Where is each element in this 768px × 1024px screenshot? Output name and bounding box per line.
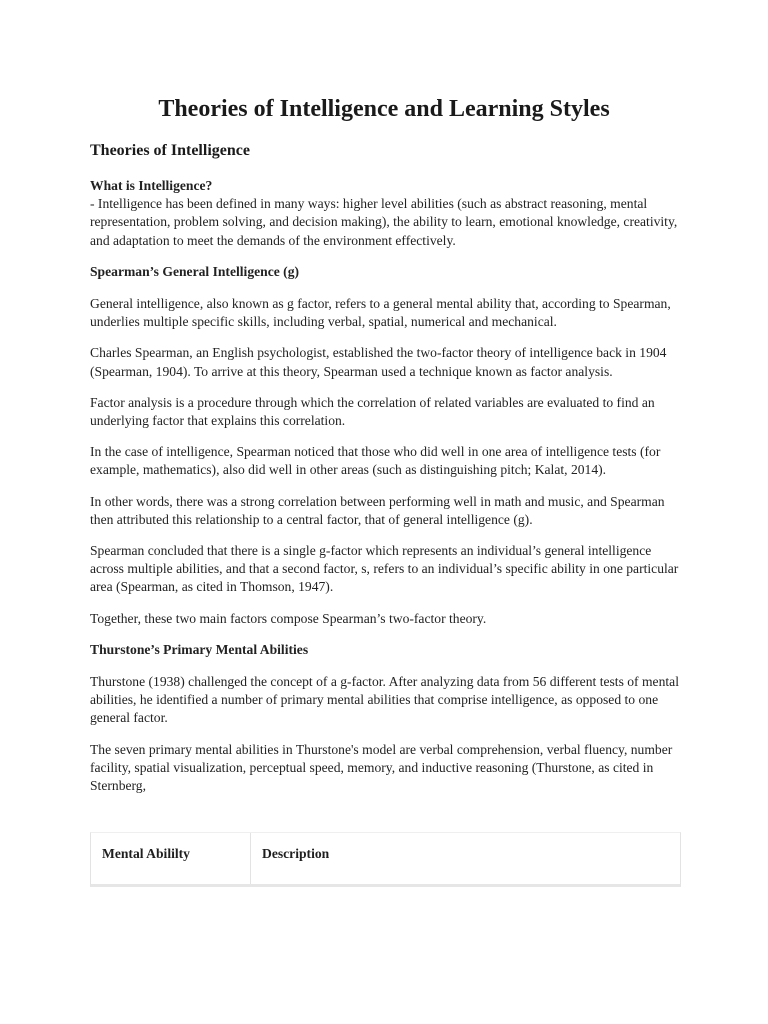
table-header-row	[91, 833, 680, 884]
spearman-paragraph-1: General intelligence, also known as g factor, refers to a general mental ability that, according to Spearman, underlies multiple specific skills, including verbal, spatial, numerical and mechanical.	[90, 296, 671, 330]
spearman-heading: Spearman’s General Intelligence (g)	[90, 263, 300, 279]
table	[91, 833, 680, 884]
column-header-description: Description	[262, 846, 330, 861]
column-header-mental-ability: Mental Abililty	[91, 833, 251, 884]
spearman-paragraph-6: Spearman concluded that there is a single g-factor which represents an individual’s general intelligence across multiple abilities, and that a second factor, s, refers to an individual’s specific ability in one particular area (Spearman, as cited in Thomson, 1947).	[90, 543, 679, 595]
thurstone-paragraph-2: The seven primary mental abilities in Thurstone's model are verbal comprehension, verbal fluency, number facility, spatial visualization, perceptual speed, memory, and inductive reasoning (Thurstone, as cited in Sternberg,	[90, 741, 673, 794]
document-body	[90, 177, 680, 808]
thurstone-heading: Thurstone’s Primary Mental Abilities	[90, 641, 309, 657]
document-title: Theories of Intelligence and Learning Styles	[158, 96, 610, 122]
what-heading: What is Intelligence?	[90, 178, 213, 193]
spearman-paragraph-2: Charles Spearman, an English psychologist, established the two-factor theory of intelligence back in 1904 (Spearman, 1904). To arrive at this theory, Spearman used a technique known as factor analysis.	[90, 345, 667, 379]
thurstone-paragraph-1: Thurstone (1938) challenged the concept of a g-factor. After analyzing data from 56 different tests of mental abilities, he identified a number of primary mental abilities that comprise intelligence, as opposed to one general factor.	[90, 674, 679, 726]
what-body: - Intelligence has been defined in many ways: higher level abilities (such as abstract reasoning, mental representation, problem solving, and decision making), the ability to learn, emotional knowledge, creativity, and adaptation to meet the demands of the environment effectively.	[90, 196, 678, 248]
what-is-intelligence-block	[90, 177, 680, 250]
spearman-paragraph-7: Together, these two main factors compose Spearman’s two-factor theory.	[90, 610, 487, 626]
spearman-paragraph-5: In other words, there was a strong correlation between performing well in math and music, and Spearman then attributed this relationship to a central factor, that of general intelligence (g).	[90, 493, 665, 527]
mental-abilities-table	[90, 832, 681, 887]
spearman-paragraph-3: Factor analysis is a procedure through which the correlation of related variables are evaluated to find an underlying factor that explains this correlation.	[90, 394, 655, 429]
section-heading: Theories of Intelligence	[90, 142, 250, 159]
spearman-paragraph-4: In the case of intelligence, Spearman noticed that those who did well in one area of intelligence tests (for example, mathematics), also did well in other areas (such as distinguishing pitch; Kalat, 2014).	[90, 444, 661, 478]
